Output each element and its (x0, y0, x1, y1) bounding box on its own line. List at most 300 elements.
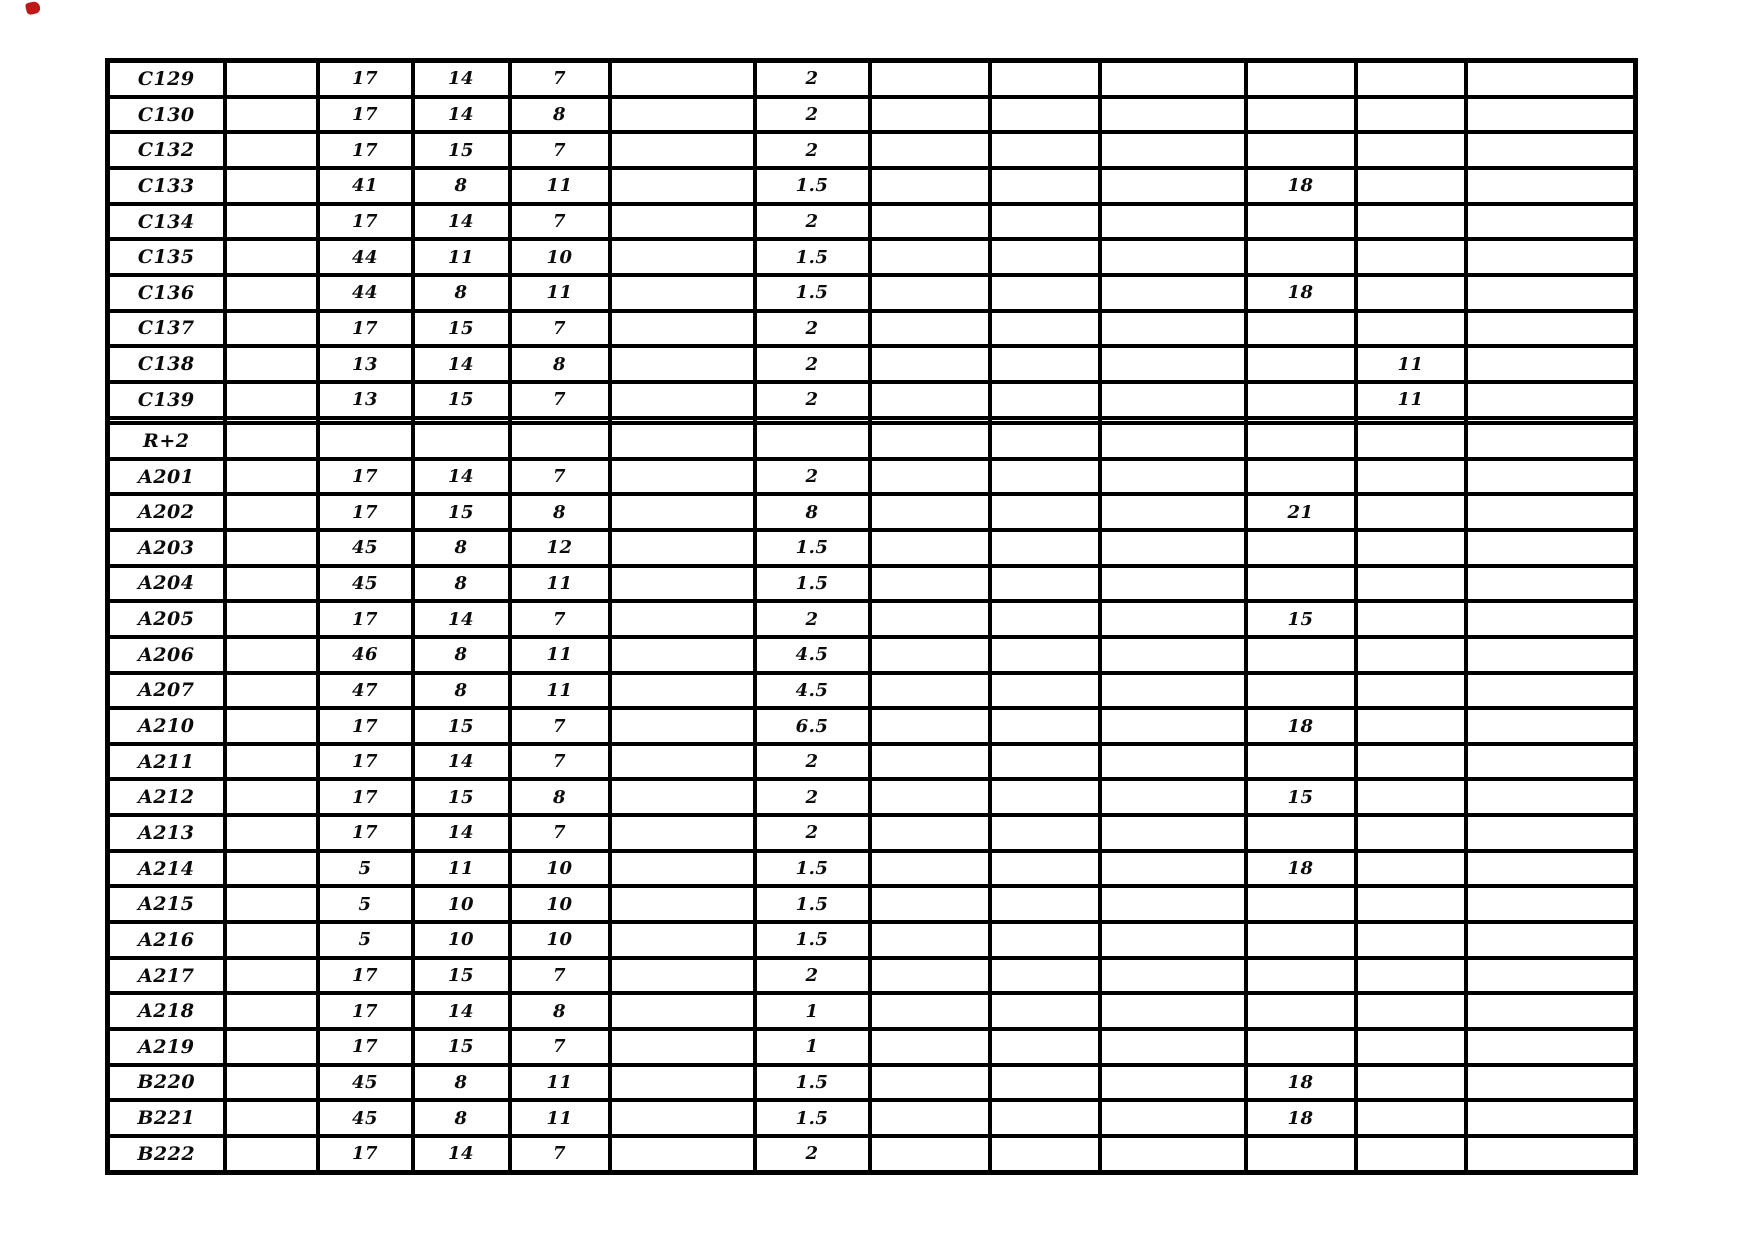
table-cell (225, 1100, 318, 1136)
table-cell (225, 382, 318, 418)
table-cell (990, 1065, 1100, 1101)
table-cell (1466, 673, 1636, 709)
table-cell (610, 708, 755, 744)
table-cell (225, 1065, 318, 1101)
row-label: C136 (108, 275, 225, 311)
table-cell (990, 1136, 1100, 1173)
table-cell (1466, 423, 1636, 459)
table-row (108, 311, 1636, 347)
table-cell (1466, 97, 1636, 133)
table-cell: 1.5 (755, 886, 870, 922)
table-cell (1356, 459, 1466, 495)
table-row (108, 673, 1636, 709)
table-cell: 10 (510, 922, 610, 958)
table-cell (1246, 815, 1356, 851)
table-cell (610, 779, 755, 815)
table-cell (610, 958, 755, 994)
table-cell (413, 423, 510, 459)
table-cell: 2 (755, 744, 870, 780)
table-cell (1466, 168, 1636, 204)
table-cell (1100, 851, 1246, 887)
table-cell: 2 (755, 132, 870, 168)
table-cell: 17 (318, 311, 413, 347)
table-cell: 18 (1246, 275, 1356, 311)
table-cell (1466, 494, 1636, 530)
table-cell (870, 168, 990, 204)
table-cell: 10 (413, 886, 510, 922)
table-cell: 7 (510, 958, 610, 994)
table-cell (1246, 423, 1356, 459)
table-cell (1356, 204, 1466, 240)
table-cell (870, 779, 990, 815)
table-cell (1466, 204, 1636, 240)
table-cell (610, 346, 755, 382)
table-cell: 11 (1356, 346, 1466, 382)
table-cell (225, 601, 318, 637)
table-cell: 7 (510, 382, 610, 418)
table-cell (1246, 1136, 1356, 1173)
table-cell (755, 423, 870, 459)
table-cell: 8 (413, 1065, 510, 1101)
table-cell: 44 (318, 239, 413, 275)
table-cell (1356, 886, 1466, 922)
table-cell (990, 530, 1100, 566)
table-cell (225, 958, 318, 994)
table-cell (610, 459, 755, 495)
table-cell: 7 (510, 744, 610, 780)
table-cell: 5 (318, 851, 413, 887)
table-cell (870, 423, 990, 459)
table-cell (870, 530, 990, 566)
table-cell: 41 (318, 168, 413, 204)
table-cell: 1.5 (755, 168, 870, 204)
table-cell: 46 (318, 637, 413, 673)
table-cell (510, 423, 610, 459)
table-cell: 17 (318, 601, 413, 637)
table-cell (990, 922, 1100, 958)
table-cell (1356, 275, 1466, 311)
row-label: A217 (108, 958, 225, 994)
table-cell (1466, 311, 1636, 347)
table-cell (870, 958, 990, 994)
table-cell (1246, 1029, 1356, 1065)
row-label: A210 (108, 708, 225, 744)
table-cell (225, 311, 318, 347)
table-cell: 8 (755, 494, 870, 530)
table-cell (610, 637, 755, 673)
table-cell (990, 779, 1100, 815)
table-cell: 17 (318, 97, 413, 133)
table-cell (870, 132, 990, 168)
row-label: A213 (108, 815, 225, 851)
table-cell (610, 851, 755, 887)
table-cell (1246, 886, 1356, 922)
table-cell (1356, 61, 1466, 97)
row-label: A219 (108, 1029, 225, 1065)
table-cell (610, 132, 755, 168)
table-cell (225, 132, 318, 168)
table-cell (870, 922, 990, 958)
table-cell: 1.5 (755, 851, 870, 887)
table-cell: 13 (318, 382, 413, 418)
table-cell: 2 (755, 779, 870, 815)
table-row (108, 886, 1636, 922)
table-cell (1466, 601, 1636, 637)
table-cell (610, 1065, 755, 1101)
table-cell (870, 566, 990, 602)
table-cell (990, 61, 1100, 97)
table-cell (1100, 311, 1246, 347)
table-cell (225, 61, 318, 97)
table-cell (870, 815, 990, 851)
table-cell (990, 204, 1100, 240)
table-cell (1356, 132, 1466, 168)
table-row (108, 566, 1636, 602)
row-label: R+2 (108, 423, 225, 459)
table-cell (225, 494, 318, 530)
table-cell (225, 530, 318, 566)
row-label: C129 (108, 61, 225, 97)
table-cell (1356, 168, 1466, 204)
row-label: A212 (108, 779, 225, 815)
table-cell (225, 779, 318, 815)
table-row (108, 815, 1636, 851)
table-cell: 7 (510, 815, 610, 851)
table-row (108, 637, 1636, 673)
table-cell: 10 (510, 886, 610, 922)
table-row (108, 922, 1636, 958)
table-cell (870, 311, 990, 347)
table-cell: 14 (413, 61, 510, 97)
table-row (108, 1136, 1636, 1173)
table-cell (1356, 637, 1466, 673)
table-cell: 21 (1246, 494, 1356, 530)
table-cell (1246, 97, 1356, 133)
table-cell (1466, 132, 1636, 168)
table-cell: 45 (318, 566, 413, 602)
table-cell (610, 61, 755, 97)
table-cell: 47 (318, 673, 413, 709)
table-cell: 14 (413, 601, 510, 637)
table-cell: 1 (755, 993, 870, 1029)
table-cell (1246, 530, 1356, 566)
table-cell: 17 (318, 204, 413, 240)
table-cell (1246, 922, 1356, 958)
row-label: A215 (108, 886, 225, 922)
table-cell (990, 886, 1100, 922)
table-cell (990, 132, 1100, 168)
table-cell (1466, 815, 1636, 851)
table-cell (870, 61, 990, 97)
table-cell: 1.5 (755, 530, 870, 566)
table-cell: 11 (413, 239, 510, 275)
table-cell: 15 (413, 382, 510, 418)
table-cell: 2 (755, 311, 870, 347)
data-table (105, 58, 1633, 1175)
table-cell (1100, 1065, 1246, 1101)
table-cell (1100, 1029, 1246, 1065)
table-cell (1100, 275, 1246, 311)
table-cell (1100, 708, 1246, 744)
table-cell (990, 97, 1100, 133)
table-cell (1356, 1029, 1466, 1065)
table-cell (1100, 1100, 1246, 1136)
table-cell (225, 637, 318, 673)
table-cell (870, 886, 990, 922)
table-cell (1356, 566, 1466, 602)
table-cell (610, 886, 755, 922)
table-row (108, 494, 1636, 530)
row-label: B221 (108, 1100, 225, 1136)
table-cell (1246, 637, 1356, 673)
table-cell (870, 275, 990, 311)
table-cell (1356, 744, 1466, 780)
table-cell (225, 275, 318, 311)
table-row (108, 993, 1636, 1029)
table-cell (1100, 744, 1246, 780)
table-cell: 18 (1246, 1100, 1356, 1136)
table-cell (1466, 275, 1636, 311)
table-cell: 7 (510, 459, 610, 495)
table-cell (610, 239, 755, 275)
row-label: A218 (108, 993, 225, 1029)
table-cell (225, 744, 318, 780)
table-cell (1100, 1136, 1246, 1173)
table-cell (1466, 346, 1636, 382)
table-cell (1356, 494, 1466, 530)
table-cell (225, 204, 318, 240)
table-cell (610, 530, 755, 566)
table-cell (610, 1029, 755, 1065)
table-cell: 14 (413, 204, 510, 240)
table-cell: 17 (318, 132, 413, 168)
table-cell: 1.5 (755, 566, 870, 602)
table-cell (1466, 239, 1636, 275)
table-cell (1466, 530, 1636, 566)
table-cell: 7 (510, 708, 610, 744)
table-cell (990, 566, 1100, 602)
table-cell (1246, 61, 1356, 97)
table-cell: 11 (510, 1065, 610, 1101)
table-cell (1466, 566, 1636, 602)
table-cell (225, 423, 318, 459)
table-cell (610, 1100, 755, 1136)
table-cell: 8 (510, 97, 610, 133)
table-cell: 17 (318, 1029, 413, 1065)
row-label: B222 (108, 1136, 225, 1173)
table-cell (610, 494, 755, 530)
row-label: A211 (108, 744, 225, 780)
table-cell: 11 (1356, 382, 1466, 418)
row-label: C138 (108, 346, 225, 382)
table-cell: 15 (413, 132, 510, 168)
table-cell (1246, 566, 1356, 602)
table-cell (990, 708, 1100, 744)
table-cell (610, 382, 755, 418)
table-cell (1100, 601, 1246, 637)
table-cell (225, 239, 318, 275)
table-cell: 2 (755, 958, 870, 994)
table-cell (1246, 132, 1356, 168)
table-cell: 8 (413, 530, 510, 566)
table-cell: 14 (413, 744, 510, 780)
row-label: C135 (108, 239, 225, 275)
table-cell: 44 (318, 275, 413, 311)
table-cell (870, 382, 990, 418)
row-label: A205 (108, 601, 225, 637)
table-cell (1356, 239, 1466, 275)
table-row (108, 61, 1636, 97)
table-row (108, 744, 1636, 780)
table-cell: 18 (1246, 708, 1356, 744)
room-values-table (105, 58, 1638, 1175)
row-label: A202 (108, 494, 225, 530)
table-cell: 2 (755, 346, 870, 382)
table-row (108, 601, 1636, 637)
table-cell: 10 (510, 851, 610, 887)
table-cell (1100, 993, 1246, 1029)
table-cell (1100, 566, 1246, 602)
table-cell (870, 204, 990, 240)
table-cell (1100, 204, 1246, 240)
table-cell (990, 275, 1100, 311)
table-cell (870, 97, 990, 133)
table-cell (610, 311, 755, 347)
table-cell: 11 (510, 275, 610, 311)
table-cell: 14 (413, 97, 510, 133)
table-cell: 18 (1246, 168, 1356, 204)
table-cell (1356, 1100, 1466, 1136)
table-cell (1356, 958, 1466, 994)
table-cell: 11 (413, 851, 510, 887)
table-cell: 14 (413, 459, 510, 495)
table-cell (1466, 744, 1636, 780)
table-cell: 4.5 (755, 637, 870, 673)
table-cell (225, 673, 318, 709)
table-cell (610, 204, 755, 240)
table-cell (870, 1029, 990, 1065)
table-cell (990, 993, 1100, 1029)
table-cell: 12 (510, 530, 610, 566)
table-row (108, 168, 1636, 204)
table-cell (1356, 815, 1466, 851)
table-cell (1356, 1065, 1466, 1101)
table-cell (1466, 886, 1636, 922)
table-cell (1100, 494, 1246, 530)
table-row (108, 132, 1636, 168)
table-cell: 17 (318, 708, 413, 744)
table-cell (1100, 637, 1246, 673)
table-cell: 11 (510, 673, 610, 709)
table-cell (1246, 993, 1356, 1029)
table-cell (870, 494, 990, 530)
table-cell (1100, 423, 1246, 459)
table-cell (1100, 459, 1246, 495)
table-cell (1356, 708, 1466, 744)
table-cell: 17 (318, 815, 413, 851)
row-label: C137 (108, 311, 225, 347)
row-label: A216 (108, 922, 225, 958)
table-cell: 2 (755, 97, 870, 133)
table-cell (990, 601, 1100, 637)
table-cell (225, 708, 318, 744)
table-cell: 8 (413, 1100, 510, 1136)
table-cell (870, 851, 990, 887)
table-cell: 17 (318, 61, 413, 97)
table-cell (1100, 346, 1246, 382)
table-cell: 45 (318, 530, 413, 566)
table-cell (990, 423, 1100, 459)
table-row (108, 382, 1636, 418)
table-cell (225, 886, 318, 922)
table-cell (1466, 637, 1636, 673)
table-cell (1246, 204, 1356, 240)
table-cell (1356, 311, 1466, 347)
table-cell (1356, 993, 1466, 1029)
table-cell (1100, 530, 1246, 566)
table-row (108, 1065, 1636, 1101)
table-cell (870, 1065, 990, 1101)
table-cell (990, 1100, 1100, 1136)
table-cell: 5 (318, 886, 413, 922)
table-cell (990, 346, 1100, 382)
table-cell (1356, 779, 1466, 815)
table-cell: 2 (755, 459, 870, 495)
table-row (108, 97, 1636, 133)
table-cell (1466, 922, 1636, 958)
table-cell: 7 (510, 61, 610, 97)
table-cell: 2 (755, 601, 870, 637)
table-cell: 8 (510, 993, 610, 1029)
table-cell (610, 673, 755, 709)
table-cell (1100, 922, 1246, 958)
table-cell (1100, 815, 1246, 851)
table-cell (990, 459, 1100, 495)
table-cell (225, 993, 318, 1029)
table-cell: 14 (413, 815, 510, 851)
table-cell (870, 346, 990, 382)
table-row (108, 275, 1636, 311)
table-cell (1466, 708, 1636, 744)
row-label: C134 (108, 204, 225, 240)
table-cell (1466, 61, 1636, 97)
table-cell (1246, 459, 1356, 495)
table-cell (870, 744, 990, 780)
table-cell: 11 (510, 168, 610, 204)
table-cell (990, 744, 1100, 780)
table-cell (318, 423, 413, 459)
table-cell (1466, 993, 1636, 1029)
table-cell: 15 (413, 958, 510, 994)
table-cell: 17 (318, 1136, 413, 1173)
table-cell (1246, 311, 1356, 347)
table-cell (1356, 922, 1466, 958)
table-row (108, 239, 1636, 275)
table-cell (1100, 97, 1246, 133)
table-cell (870, 1136, 990, 1173)
table-cell: 10 (510, 239, 610, 275)
row-label: C139 (108, 382, 225, 418)
row-label: A204 (108, 566, 225, 602)
table-row (108, 851, 1636, 887)
row-label: A203 (108, 530, 225, 566)
table-cell: 8 (413, 275, 510, 311)
table-cell (1356, 97, 1466, 133)
table-cell: 2 (755, 815, 870, 851)
table-cell (225, 168, 318, 204)
table-cell (1100, 61, 1246, 97)
table-cell (610, 993, 755, 1029)
